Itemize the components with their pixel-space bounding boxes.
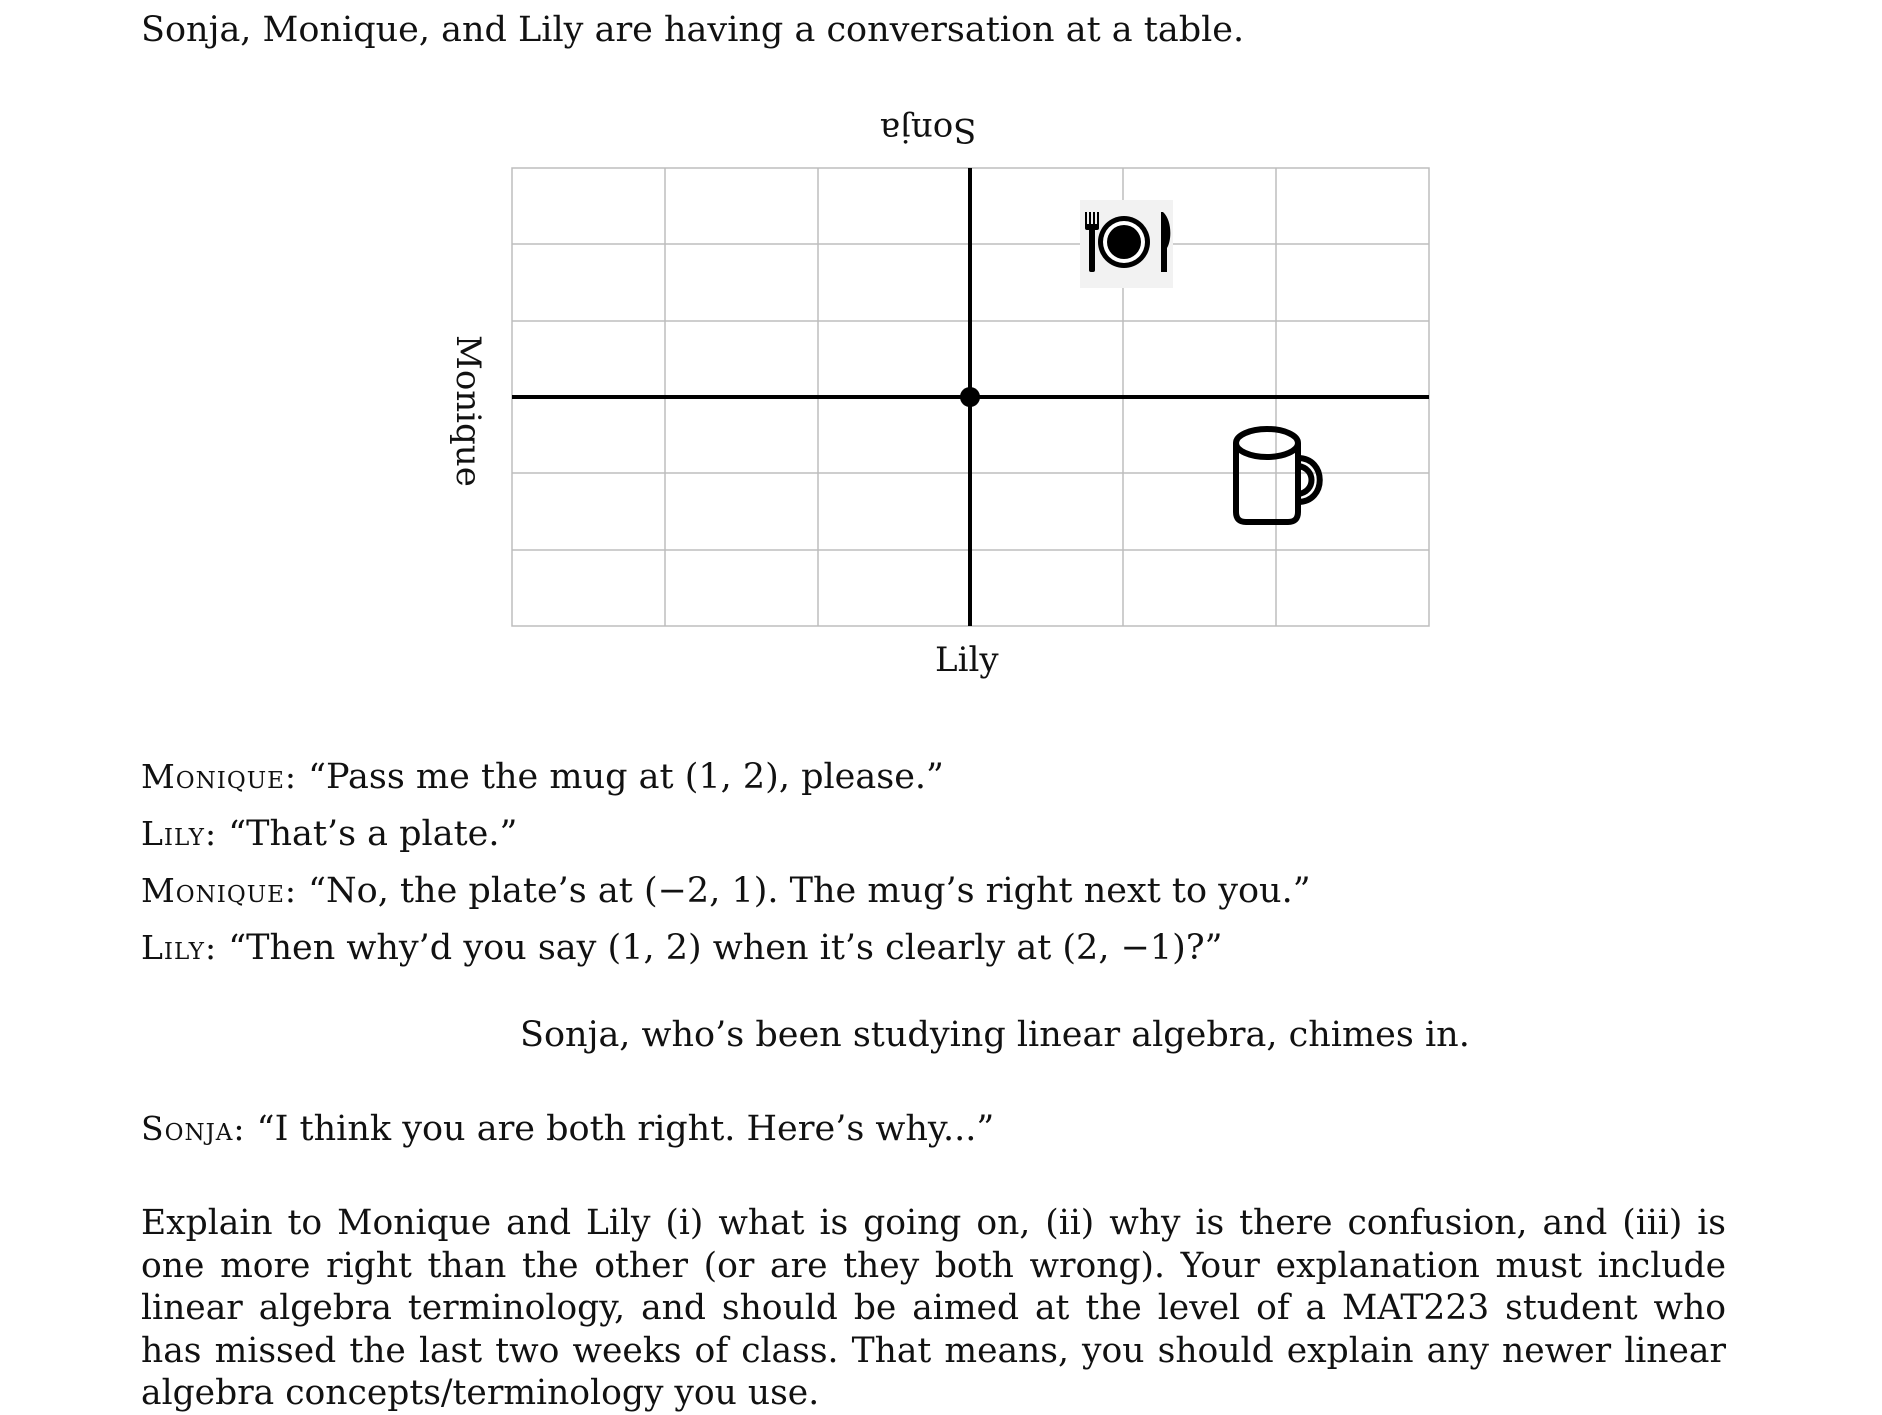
- speaker-name: Monique:: [141, 757, 298, 796]
- narration-text: Sonja, who’s been studying linear algebra, chimes in.: [520, 1015, 1470, 1055]
- speaker-name: Lily:: [141, 814, 218, 853]
- intro-text: Sonja, Monique, and Lily are having a conversation at a table.: [141, 10, 1245, 50]
- dialogue-text: “Pass me the mug at (1, 2), please.”: [297, 757, 944, 797]
- dialogue-line: [141, 754, 944, 800]
- label-sonja: Sonja: [880, 110, 977, 150]
- speaker-name: Lily:: [141, 928, 218, 967]
- plate-with-fork-and-knife-icon: [1080, 200, 1173, 288]
- dialogue-line: [141, 868, 1311, 914]
- speaker-name: Sonja:: [141, 1109, 246, 1148]
- table-grid: [0, 0, 1882, 700]
- dialogue-text: “Then why’d you say (1, 2) when it’s clearly at (2, −1)?”: [217, 928, 1223, 968]
- dialogue-text: “No, the plate’s at (−2, 1). The mug’s right next to you.”: [297, 871, 1311, 911]
- origin-point: [960, 387, 980, 407]
- sonja-line: [141, 1106, 994, 1152]
- dialogue-line: [141, 925, 1222, 971]
- dialogue-line: [141, 811, 517, 857]
- table-figure: [0, 0, 1882, 700]
- mug-icon: [1236, 429, 1320, 522]
- label-monique: Monique: [448, 335, 488, 487]
- speaker-name: Monique:: [141, 871, 298, 910]
- label-lily: Lily: [935, 640, 999, 680]
- question-paragraph: Explain to Monique and Lily (i) what is going on, (ii) why is there confusion, and (iii) is one more right than the other (or are they both wrong). Your explanation must include linear algebra terminology, and should be aimed at the level of a MAT223 student who has missed the last two weeks of class. That means, you should explain any newer linear algebra concepts/terminology you use.: [141, 1203, 1726, 1413]
- dialogue-text: “That’s a plate.”: [217, 814, 518, 854]
- dialogue-text: “I think you are both right. Here’s why...”: [245, 1109, 995, 1149]
